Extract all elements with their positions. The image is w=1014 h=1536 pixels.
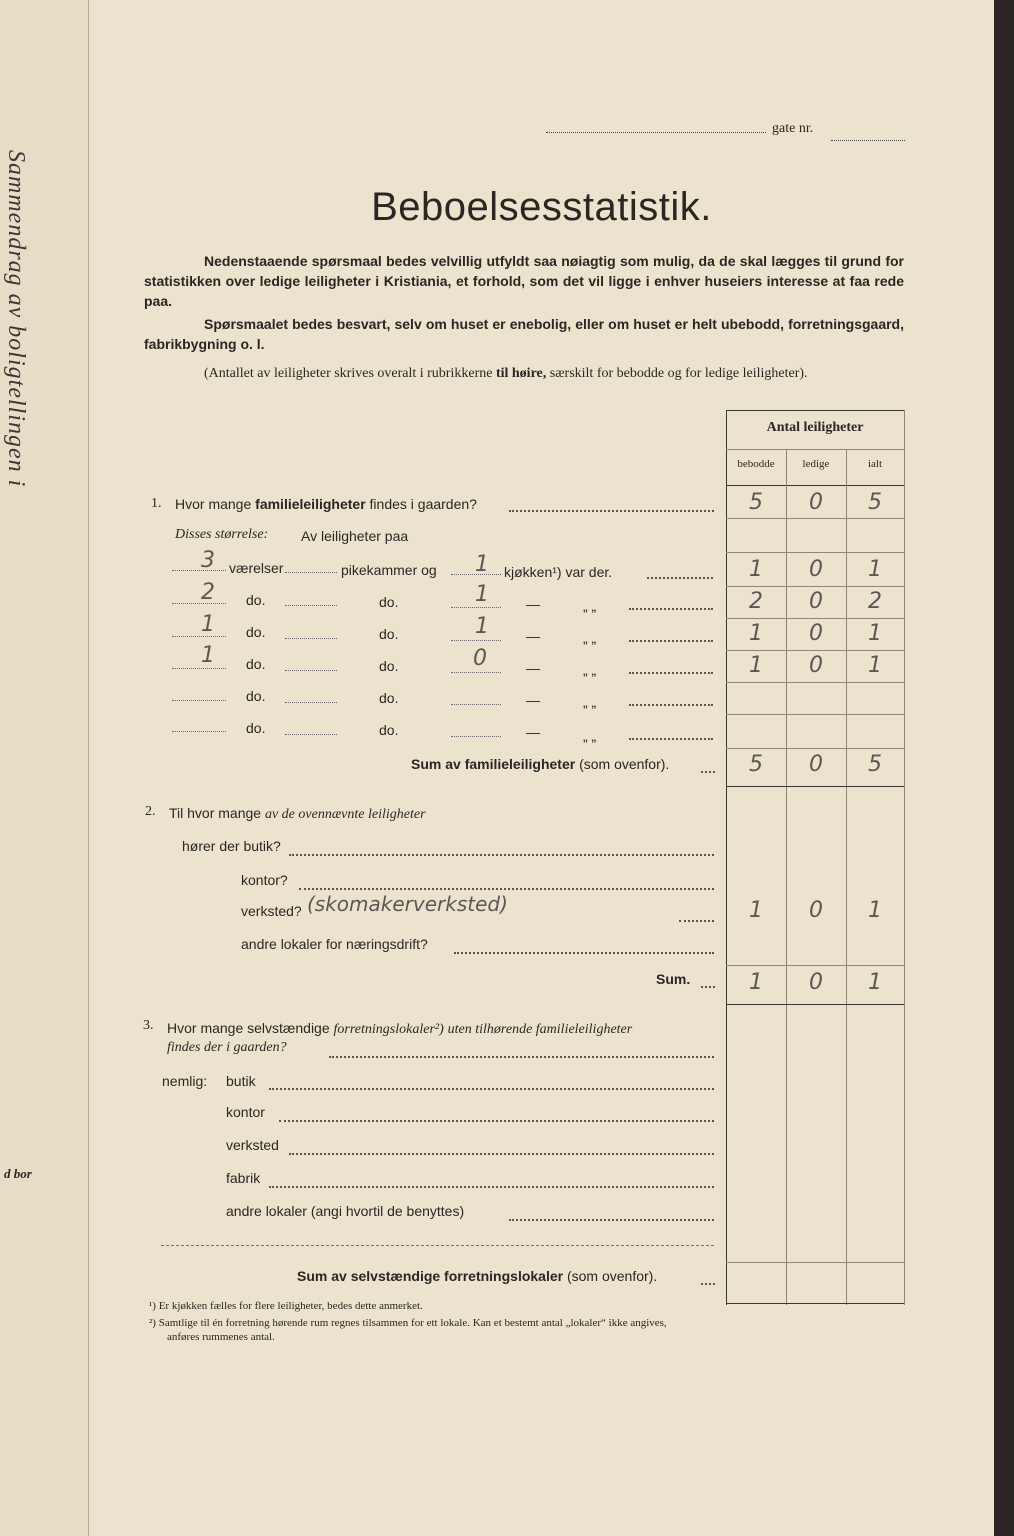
q3-text-italic-1: forretningslokaler²) xyxy=(333,1022,444,1037)
do-label: do. xyxy=(379,722,399,738)
q2-number: 2. xyxy=(145,804,156,819)
leader-dots xyxy=(679,920,714,922)
pikekammer-field[interactable] xyxy=(285,670,337,671)
sizes-label: Disses størrelse: xyxy=(175,527,269,542)
q1-ialt[interactable]: 5 xyxy=(868,490,882,515)
row-rule xyxy=(726,682,904,683)
q1-sum-after: (som ovenfor). xyxy=(579,756,670,772)
q2-kontor-label: kontor? xyxy=(241,872,288,888)
rooms-field[interactable] xyxy=(172,668,226,669)
andre-write-line[interactable] xyxy=(161,1245,714,1246)
pikekammer-field[interactable] xyxy=(285,605,337,606)
rooms-field[interactable] xyxy=(172,570,226,571)
q2-text: Til hvor mange xyxy=(169,805,262,821)
q2-verksted-ledige[interactable]: 0 xyxy=(809,898,823,923)
q3-butik-label: butik xyxy=(226,1073,256,1089)
q3-line2: findes der i gaarden? xyxy=(167,1040,287,1055)
rooms-field[interactable] xyxy=(172,731,226,732)
leader-dots xyxy=(289,854,714,856)
leader-dots xyxy=(701,771,715,773)
rooms-value[interactable]: 1 xyxy=(201,612,215,637)
dash: — xyxy=(526,660,540,676)
gate-label: gate nr. xyxy=(772,121,814,136)
table-bottom-rule xyxy=(726,1303,904,1304)
right-edge xyxy=(994,0,1014,1536)
street-number-field[interactable] xyxy=(831,140,905,141)
dash: — xyxy=(526,724,540,740)
q1-number: 1. xyxy=(151,496,162,511)
table-title: Antal leiligheter xyxy=(766,420,864,435)
table-header-bottom-rule xyxy=(726,485,904,486)
do-label: do. xyxy=(246,624,266,640)
do-label: do. xyxy=(379,594,399,610)
dash: — xyxy=(526,596,540,612)
kitchen-field[interactable] xyxy=(451,736,501,737)
footnote-2a: ²) Samtlige til én forretning hørende rum regnes tilsammen for ett lokale. Kan et bestemt antal „lokaler“ ikke angives, xyxy=(149,1317,667,1329)
do-label: do. xyxy=(379,626,399,642)
left-page-margin xyxy=(0,0,89,1536)
row-bebodde[interactable]: 1 xyxy=(749,621,763,646)
ditto-marks: „ „ xyxy=(583,694,597,710)
do-label: do. xyxy=(246,720,266,736)
intro-3-after: særskilt for bebodde og for ledige leiligheter). xyxy=(549,366,808,381)
leader-dots xyxy=(289,1153,714,1155)
rooms-field[interactable] xyxy=(172,603,226,604)
pikekammer-label: pikekammer og xyxy=(341,562,437,578)
rooms-value[interactable]: 2 xyxy=(201,580,215,605)
row-ialt[interactable]: 1 xyxy=(868,621,882,646)
kitchen-value[interactable]: 1 xyxy=(475,582,489,607)
q2-sum-ialt[interactable]: 1 xyxy=(868,970,882,995)
leader-dots xyxy=(454,952,714,954)
q3-sum-bold: Sum av selvstændige forretningslokaler xyxy=(297,1268,564,1284)
q2-andre-label: andre lokaler for næringsdrift? xyxy=(241,936,428,952)
table-top-rule xyxy=(726,410,904,411)
kitchen-value[interactable]: 0 xyxy=(473,646,487,671)
intro-paragraph-3 xyxy=(144,364,904,384)
col-header-bebodde: bebodde xyxy=(737,458,775,470)
ditto-marks: „ „ xyxy=(583,728,597,744)
row-rule xyxy=(726,650,904,651)
table-left-rule xyxy=(726,410,727,1305)
spine-text: Sammendrag av boligtellingen i xyxy=(3,150,29,488)
intro-paragraph-1: Nedenstaaende spørsmaal bedes velvillig utfyldt saa nøiagtig som mulig, da de skal lægges til grund for statistikken over ledige leiligheter i Kristiania, et forhold, som det vil ligge i enhver huseiers interesse at faa rede paa. xyxy=(144,253,904,309)
row-rule xyxy=(726,586,904,587)
row-ledige[interactable]: 0 xyxy=(809,621,823,646)
leader-dots xyxy=(629,672,713,674)
pikekammer-field[interactable] xyxy=(285,638,337,639)
leader-dots xyxy=(647,577,713,579)
leader-dots xyxy=(509,510,714,512)
row-ialt[interactable]: 1 xyxy=(868,653,882,678)
q3-sum-after: (som ovenfor). xyxy=(566,1268,658,1284)
q1-bebodde[interactable]: 5 xyxy=(749,490,763,515)
do-label: do. xyxy=(246,688,266,704)
q2-sum-label: Sum. xyxy=(656,971,691,987)
footnote-1: ¹) Er kjøkken fælles for flere leiligheter, bedes dette anmerket. xyxy=(149,1300,423,1312)
row-rule xyxy=(726,1262,904,1263)
intro-3-bold: til høire, xyxy=(495,366,547,381)
leader-dots xyxy=(269,1088,714,1090)
row-rule xyxy=(726,965,904,966)
q1-ledige[interactable]: 0 xyxy=(809,490,823,515)
vaerelser-label: værelser xyxy=(229,560,284,576)
row-rule xyxy=(726,618,904,619)
q3-kontor-label: kontor xyxy=(226,1104,265,1120)
q3-number: 3. xyxy=(143,1018,154,1033)
row-rule xyxy=(726,748,904,749)
leader-dots xyxy=(629,640,713,642)
page-title: Beboelsesstatistik. xyxy=(371,185,712,229)
q3-nemlig-label: nemlig: xyxy=(162,1073,208,1089)
sizes-sub: Av leiligheter paa xyxy=(301,528,409,544)
dash: — xyxy=(526,692,540,708)
intro-paragraph-2: Spørsmaalet bedes besvart, selv om huset er enebolig, eller om huset er helt ubebodd, forretningsgaard, fabrikbygning o. l. xyxy=(144,316,904,352)
section-rule xyxy=(726,1004,904,1005)
row-rule xyxy=(726,518,904,519)
leader-dots xyxy=(279,1120,714,1122)
row-ledige[interactable]: 0 xyxy=(809,589,823,614)
row-ledige[interactable]: 0 xyxy=(809,653,823,678)
q3-sum-label xyxy=(297,1268,657,1284)
kitchen-field[interactable] xyxy=(451,574,501,575)
q2-verksted-ialt[interactable]: 1 xyxy=(868,898,882,923)
form-page xyxy=(89,0,994,1536)
q1-sum-bebodde[interactable]: 5 xyxy=(749,752,763,777)
leader-dots xyxy=(629,608,713,610)
pikekammer-field[interactable] xyxy=(285,572,337,573)
q2-question xyxy=(169,805,426,823)
q3-fabrik-label: fabrik xyxy=(226,1170,261,1186)
ditto-marks: „ „ xyxy=(583,662,597,678)
q2-text-italic: av de ovennævnte leiligheter xyxy=(264,807,426,822)
table-right-rule xyxy=(904,410,905,1305)
q2-verksted-note[interactable]: (skomakerverksted) xyxy=(307,892,508,916)
leader-dots xyxy=(299,888,714,890)
q3-question xyxy=(167,1020,632,1038)
q2-butik-label: hører der butik? xyxy=(182,838,281,854)
leader-dots xyxy=(629,704,713,706)
q2-sum-bebodde[interactable]: 1 xyxy=(749,970,763,995)
rooms-value[interactable]: 1 xyxy=(201,643,215,668)
col-header-ledige: ledige xyxy=(802,458,830,470)
q2-sum-ledige[interactable]: 0 xyxy=(809,970,823,995)
do-label: do. xyxy=(379,690,399,706)
street-name-field[interactable] xyxy=(546,132,766,133)
row-ialt[interactable]: 1 xyxy=(868,557,882,582)
margin-fragment: d bor xyxy=(4,1166,32,1181)
q1-sum-label xyxy=(411,756,669,772)
intro-3-before: (Antallet av leiligheter skrives overalt i rubrikkerne xyxy=(204,366,493,381)
kitchen-field[interactable] xyxy=(451,640,501,641)
rooms-field[interactable] xyxy=(172,636,226,637)
q1-question xyxy=(175,496,477,512)
pikekammer-field[interactable] xyxy=(285,734,337,735)
q2-verksted-label: verksted? xyxy=(241,903,302,919)
row-rule xyxy=(726,552,904,553)
kitchen-value[interactable]: 1 xyxy=(475,614,489,639)
row-bebodde[interactable]: 1 xyxy=(749,653,763,678)
q2-verksted-bebodde[interactable]: 1 xyxy=(749,898,763,923)
q1-sum-ialt[interactable]: 5 xyxy=(868,752,882,777)
do-label: do. xyxy=(246,656,266,672)
ditto-marks: „ „ xyxy=(583,598,597,614)
q1-text-before: Hvor mange xyxy=(175,496,252,512)
row-bebodde[interactable]: 1 xyxy=(749,557,763,582)
kitchen-field[interactable] xyxy=(451,672,501,673)
q1-text-after: findes i gaarden? xyxy=(369,496,477,512)
do-label: do. xyxy=(246,592,266,608)
row-ledige[interactable]: 0 xyxy=(809,557,823,582)
pikekammer-field[interactable] xyxy=(285,702,337,703)
kitchen-field[interactable] xyxy=(451,607,501,608)
ditto-marks: „ „ xyxy=(583,630,597,646)
q3-verksted-label: verksted xyxy=(226,1137,279,1153)
leader-dots xyxy=(701,1283,715,1285)
leader-dots xyxy=(509,1219,714,1221)
kitchen-value[interactable]: 1 xyxy=(475,552,489,577)
row-rule xyxy=(726,714,904,715)
q3-text-italic-2: uten tilhørende familieleiligheter xyxy=(447,1022,633,1037)
q3-text: Hvor mange selvstændige xyxy=(167,1020,330,1036)
col-header-ialt: ialt xyxy=(867,458,883,470)
leader-dots xyxy=(329,1056,714,1058)
footnote-2b: anføres rummenes antal. xyxy=(167,1331,275,1343)
q1-sum-ledige[interactable]: 0 xyxy=(809,752,823,777)
section-rule xyxy=(726,786,904,787)
kitchen-field[interactable] xyxy=(451,704,501,705)
leader-dots xyxy=(269,1186,714,1188)
q1-sum-bold: Sum av familieleiligheter xyxy=(411,756,576,772)
leader-dots xyxy=(629,738,713,740)
do-label: do. xyxy=(379,658,399,674)
table-header-rule xyxy=(726,449,904,450)
q3-andre-label: andre lokaler (angi hvortil de benyttes) xyxy=(226,1203,465,1219)
row-bebodde[interactable]: 2 xyxy=(749,589,763,614)
dash: — xyxy=(526,628,540,644)
kjokken-label: kjøkken¹) var der. xyxy=(504,564,613,580)
row-ialt[interactable]: 2 xyxy=(868,589,882,614)
rooms-field[interactable] xyxy=(172,700,226,701)
q1-text-bold: familieleiligheter xyxy=(255,496,366,512)
leader-dots xyxy=(701,986,715,988)
rooms-value[interactable]: 3 xyxy=(201,548,215,573)
